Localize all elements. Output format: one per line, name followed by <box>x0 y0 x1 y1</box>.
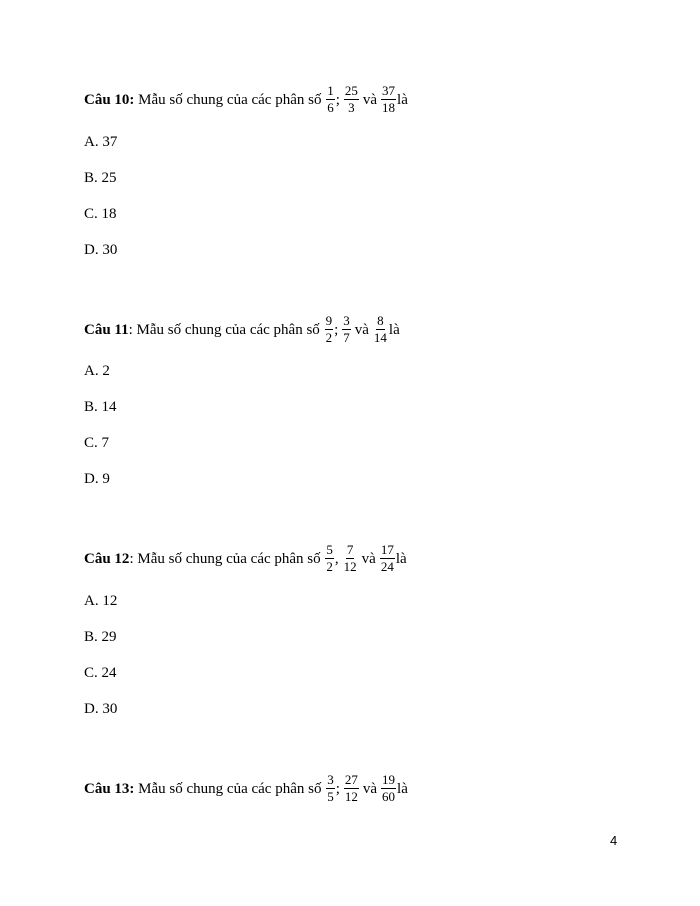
conjunction: và <box>362 91 378 108</box>
fraction-numerator: 19 <box>382 772 396 787</box>
option-c: C. 24 <box>84 665 117 681</box>
separator: ; <box>335 91 340 108</box>
option-d: D. 9 <box>84 471 110 487</box>
fraction-denominator: 14 <box>373 330 387 345</box>
fraction-1 <box>326 773 335 804</box>
fraction-denominator: 60 <box>382 789 396 804</box>
option-a: A. 2 <box>84 363 110 379</box>
question-11 <box>84 314 400 345</box>
question-10 <box>84 84 408 115</box>
option-d: D. 30 <box>84 242 118 258</box>
option-c: C. 18 <box>84 206 117 222</box>
fraction-3 <box>381 773 396 804</box>
option-a: A. 12 <box>84 593 118 609</box>
question-text: Mẫu số chung của các phân số <box>134 780 326 797</box>
question-ending: là <box>397 91 408 108</box>
fraction-numerator: 3 <box>327 772 334 787</box>
fraction-denominator: 12 <box>343 559 357 574</box>
fraction-numerator: 17 <box>380 542 394 557</box>
fraction-denominator: 24 <box>380 559 394 574</box>
fraction-1 <box>326 84 335 115</box>
question-text: Mẫu số chung của các phân số <box>134 91 326 108</box>
fraction-denominator: 12 <box>344 789 358 804</box>
fraction-2 <box>343 543 358 574</box>
option-b: B. 29 <box>84 629 117 645</box>
fraction-numerator: 7 <box>346 542 354 557</box>
fraction-numerator: 8 <box>377 313 384 328</box>
option-c: C. 7 <box>84 435 110 451</box>
question-text: : Mẫu số chung của các phân số <box>128 321 324 338</box>
fraction-2 <box>344 84 359 115</box>
conjunction: và <box>354 321 369 338</box>
fraction-3 <box>381 84 396 115</box>
fraction-denominator: 18 <box>382 100 396 115</box>
conjunction: và <box>362 780 378 797</box>
fraction-numerator: 37 <box>382 83 396 98</box>
fraction-3 <box>380 543 395 574</box>
question-label: Câu 13: <box>84 780 135 797</box>
fraction-denominator: 5 <box>327 789 334 804</box>
fraction-numerator: 5 <box>326 542 333 557</box>
separator: , <box>334 550 339 567</box>
fraction-denominator: 7 <box>343 330 350 345</box>
option-b: B. 25 <box>84 170 117 186</box>
fraction-numerator: 1 <box>327 83 334 98</box>
question-label: Câu 12 <box>84 550 130 567</box>
separator: ; <box>335 780 340 797</box>
option-a: A. 37 <box>84 134 118 150</box>
fraction-numerator: 9 <box>325 313 333 328</box>
option-b: B. 14 <box>84 399 117 415</box>
question-ending: là <box>395 550 407 567</box>
separator: ; <box>334 321 339 338</box>
fraction-1 <box>325 543 334 574</box>
fraction-denominator: 3 <box>348 100 355 115</box>
fraction-3 <box>373 314 388 345</box>
fraction-numerator: 27 <box>344 772 358 787</box>
fraction-denominator: 2 <box>325 330 333 345</box>
fraction-numerator: 3 <box>343 313 350 328</box>
question-13 <box>84 773 408 804</box>
question-label: Câu 10: <box>84 91 135 108</box>
question-12 <box>84 543 407 574</box>
page-number: 4 <box>610 833 618 848</box>
question-ending: là <box>397 780 408 797</box>
question-ending: là <box>388 321 400 338</box>
fraction-2 <box>344 773 359 804</box>
question-text: : Mẫu số chung của các phân số <box>129 550 325 567</box>
fraction-1 <box>325 314 334 345</box>
fraction-denominator: 2 <box>326 559 333 574</box>
fraction-denominator: 6 <box>327 100 334 115</box>
fraction-numerator: 25 <box>344 83 358 98</box>
option-d: D. 30 <box>84 701 118 717</box>
question-label: Câu 11 <box>84 321 129 338</box>
fraction-2 <box>342 314 351 345</box>
conjunction: và <box>361 550 376 567</box>
